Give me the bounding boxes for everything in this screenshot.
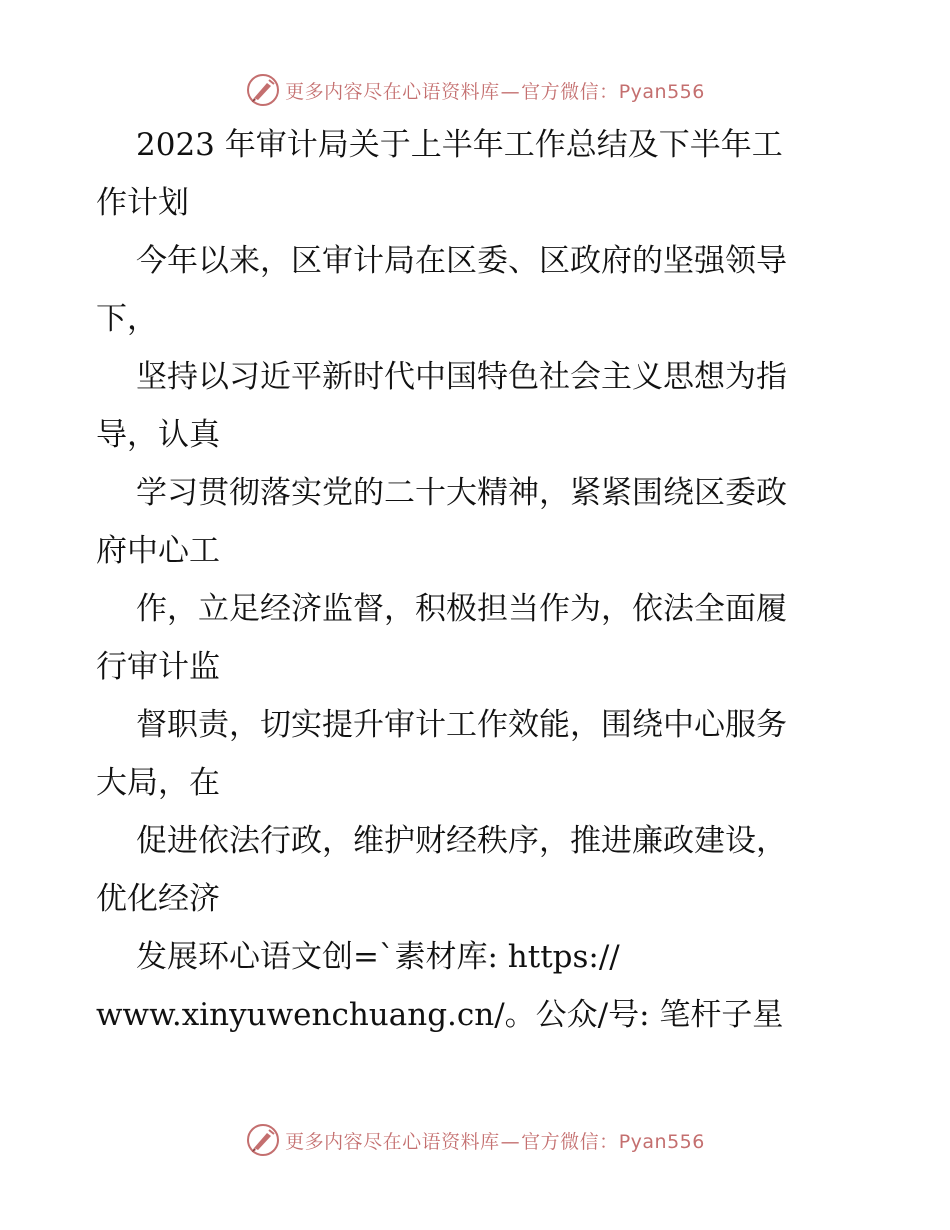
document-body [96,116,856,1044]
doc-line-3: 今年以来，区审计局在区委、区政府的坚强领导 [136,243,787,279]
doc-line-10: 行审计监 [96,649,220,685]
footer-watermark [0,1120,950,1160]
doc-line-6: 导，认真 [96,417,220,453]
doc-line-8: 府中心工 [96,533,220,569]
doc-line-9: 作，立足经济监督，积极担当作为，依法全面履 [136,591,787,627]
watermark-brand: 更多内容尽在心语资料库 [285,80,500,103]
doc-line-12: 大局，在 [96,765,220,801]
doc-line-13: 促进依法行政，维护财经秩序，推进廉政建设， [136,823,787,859]
watermark-brand: 更多内容尽在心语资料库 [285,1130,500,1153]
doc-line-4: 下， [96,301,158,337]
doc-line-1: 2023 年审计局关于上半年工作总结及下半年工 [136,127,783,163]
doc-line-2: 作计划 [96,185,189,221]
watermark-text [285,1127,705,1154]
doc-line-15: 发展环心语文创=`素材库: https:// [136,939,620,975]
doc-line-14: 优化经济 [96,881,220,917]
doc-line-7: 学习贯彻落实党的二十大精神，紧紧围绕区委政 [136,475,787,511]
doc-line-11: 督职责，切实提升审计工作效能，围绕中心服务 [136,707,787,743]
doc-line-5: 坚持以习近平新时代中国特色社会主义思想为指 [136,359,787,395]
header-watermark [0,70,950,110]
watermark-wechat-label: 官方微信： [521,80,619,103]
watermark-text [285,77,705,104]
watermark-wechat-id: Pyan556 [618,1130,705,1153]
pen-logo-icon [245,72,281,108]
watermark-wechat-id: Pyan556 [618,80,705,103]
pen-logo-icon [245,1122,281,1158]
watermark-separator: — [500,1130,521,1153]
watermark-wechat-label: 官方微信： [521,1130,619,1153]
watermark-separator: — [500,80,521,103]
doc-line-16: www.xinyuwenchuang.cn/。公众/号: 笔杆子星 [96,997,784,1033]
